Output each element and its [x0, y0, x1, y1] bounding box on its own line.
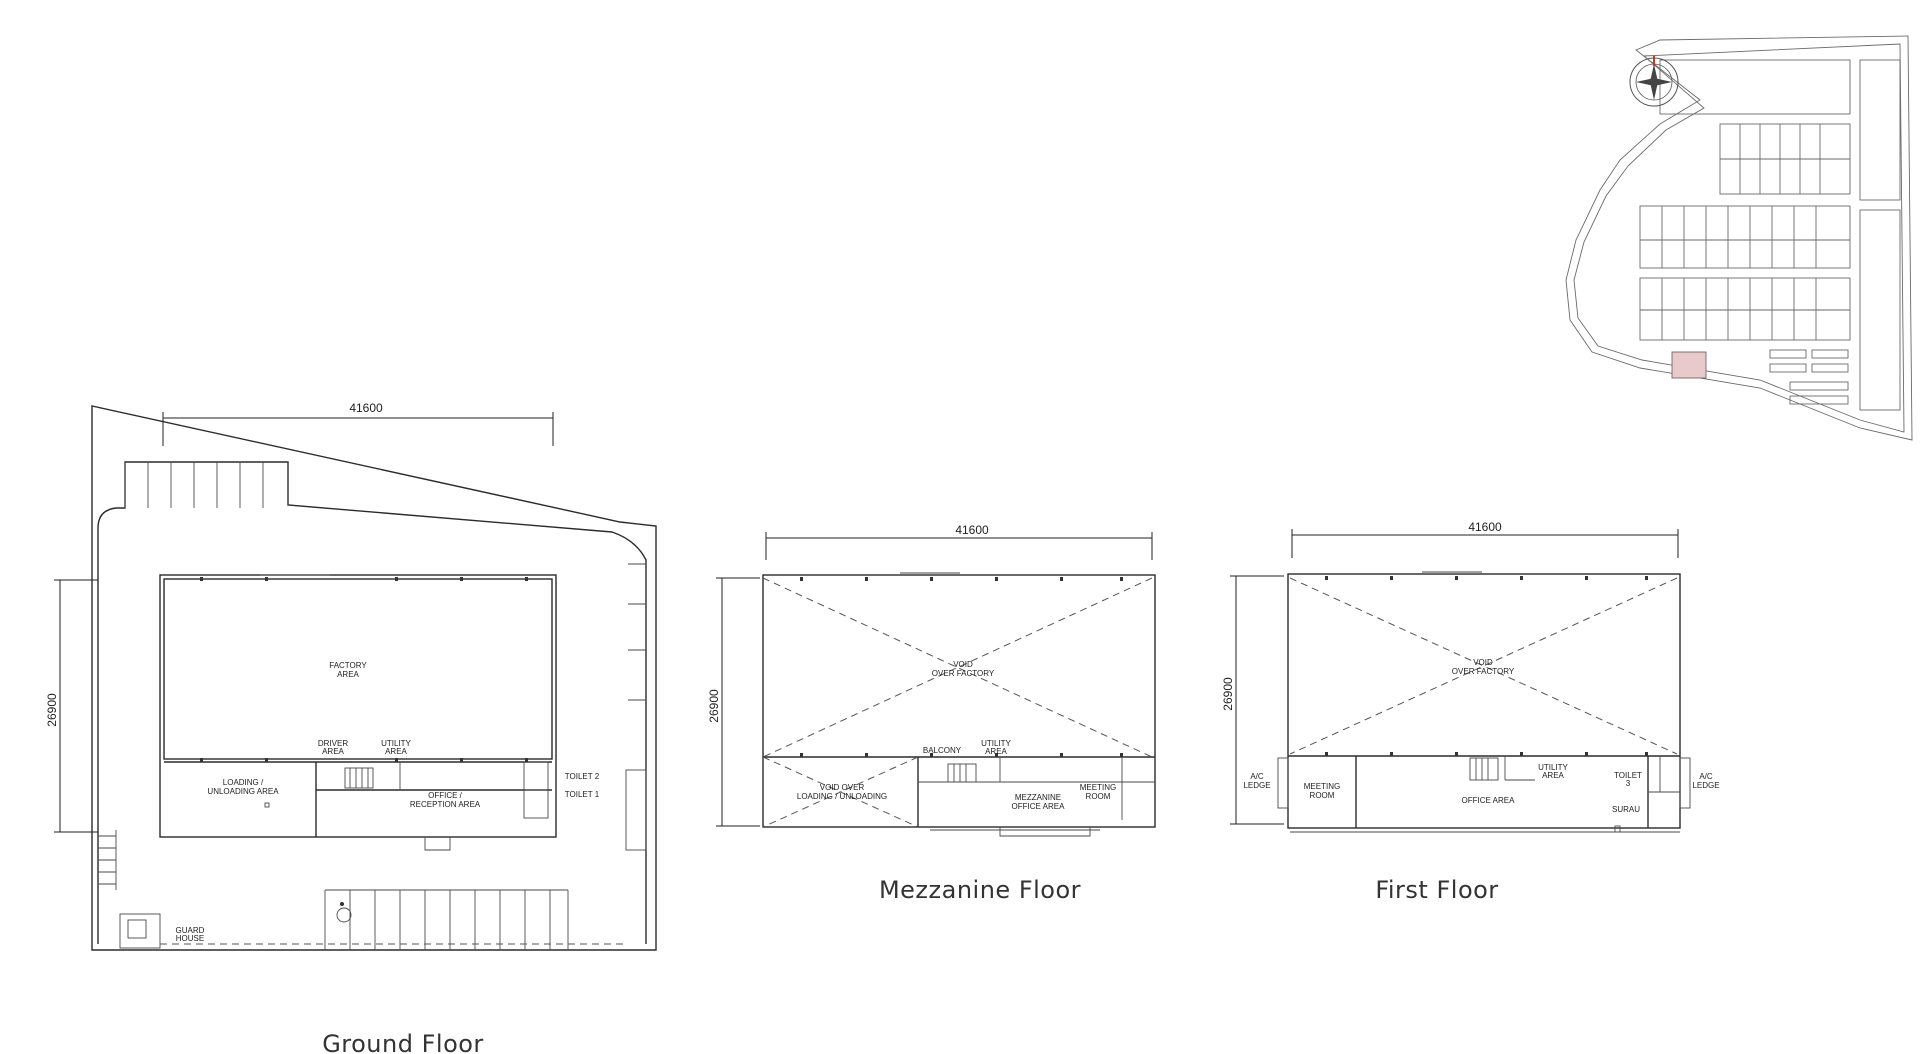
ac-ledge-right-label: A/C — [1699, 772, 1713, 781]
mezz-office-label: MEZZANINE — [1014, 793, 1062, 802]
mezz-width-dimension — [766, 523, 1152, 560]
void-loading-label: VOID OVER — [819, 783, 865, 792]
first-void-label: VOID — [1473, 658, 1493, 667]
first-utility-label: UTILITY — [1538, 763, 1568, 772]
first-floor-plan — [1221, 520, 1720, 904]
utility-area-label: UTILITY — [381, 739, 411, 748]
ground-depth-label: 26900 — [45, 693, 59, 727]
compass-icon — [1630, 56, 1678, 106]
factory-area-label-2: AREA — [337, 670, 359, 679]
ground-top-parking — [125, 462, 263, 508]
toilet-3-label-2: 3 — [1625, 779, 1631, 788]
guard-house-label: GUARD — [175, 926, 205, 935]
ground-left-parking — [98, 830, 116, 890]
mezz-void-label-2: OVER FACTORY — [931, 669, 995, 678]
driver-area-label-2: AREA — [322, 747, 344, 756]
mezz-meeting-label: MEETING — [1079, 783, 1117, 792]
highlighted-lot — [1672, 352, 1706, 378]
mezz-utility-label-2: AREA — [985, 747, 1007, 756]
ground-floor-plan — [45, 401, 656, 1054]
ground-building-outline — [160, 575, 556, 837]
driver-area-label: DRIVER — [317, 739, 349, 748]
ground-width-label: 41600 — [349, 401, 383, 415]
guard-house — [120, 914, 160, 948]
first-floor-title: First Floor — [1375, 876, 1499, 904]
mezz-utility-label: UTILITY — [981, 739, 1011, 748]
mezz-depth-label: 26900 — [707, 689, 721, 723]
first-width-dimension — [1292, 520, 1678, 558]
void-loading-label-2: LOADING / UNLOADING — [796, 792, 888, 801]
site-block-3 — [1640, 278, 1850, 340]
first-void-label-2: OVER FACTORY — [1451, 667, 1515, 676]
toilet-3-label: TOILET — [1614, 771, 1642, 780]
site-block-north — [1660, 60, 1850, 114]
mezzanine-floor-title: Mezzanine Floor — [878, 876, 1082, 904]
site-key-plan — [1566, 36, 1912, 440]
first-meeting-label: MEETING — [1303, 782, 1341, 791]
mezz-void-label: VOID — [953, 660, 973, 669]
ground-side-parking — [626, 564, 646, 850]
mezz-depth-dimension — [707, 578, 760, 826]
mezz-office-label-2: OFFICE AREA — [1011, 802, 1065, 811]
site-parking-strips — [1770, 350, 1848, 404]
guard-house-label-2: HOUSE — [175, 934, 205, 943]
office-area-label: OFFICE / — [428, 791, 462, 800]
loading-area-label: LOADING / — [222, 778, 264, 787]
first-office-label: OFFICE AREA — [1461, 796, 1515, 805]
utility-area-label-2: AREA — [385, 747, 407, 756]
ground-width-dimension — [163, 401, 553, 446]
ground-site-boundary — [92, 406, 656, 950]
accessible-parking-icon — [337, 902, 351, 922]
factory-area-label: FACTORY — [329, 661, 367, 670]
balcony-label: BALCONY — [922, 746, 962, 755]
ac-ledge-left-label: A/C — [1250, 772, 1264, 781]
surau-label: SURAU — [1611, 805, 1641, 814]
toilet-1-label: TOILET 1 — [564, 790, 600, 799]
first-meeting-label-2: ROOM — [1309, 791, 1335, 800]
first-utility-label-2: AREA — [1542, 771, 1564, 780]
site-block-2 — [1640, 206, 1850, 268]
ac-ledge-left-label-2: LEDGE — [1243, 781, 1271, 790]
first-width-label: 41600 — [1468, 520, 1502, 534]
ground-driveway-edge — [98, 462, 646, 944]
loading-area-label-2: UNLOADING AREA — [207, 787, 279, 796]
ground-depth-dimension — [45, 580, 98, 832]
site-block-east-2 — [1860, 210, 1900, 410]
mezz-width-label: 41600 — [955, 523, 989, 537]
first-building-outline — [1288, 574, 1680, 828]
mezz-meeting-label-2: ROOM — [1085, 792, 1111, 801]
toilet-2-label: TOILET 2 — [564, 772, 600, 781]
first-depth-label: 26900 — [1221, 677, 1235, 711]
ground-bottom-parking — [325, 890, 568, 950]
ground-floor-title: Ground Floor — [322, 1030, 484, 1054]
office-area-label-2: RECEPTION AREA — [409, 800, 481, 809]
site-block-east-1 — [1860, 60, 1900, 200]
ac-ledge-right-label-2: LEDGE — [1692, 781, 1720, 790]
mezzanine-floor-plan — [707, 523, 1155, 904]
